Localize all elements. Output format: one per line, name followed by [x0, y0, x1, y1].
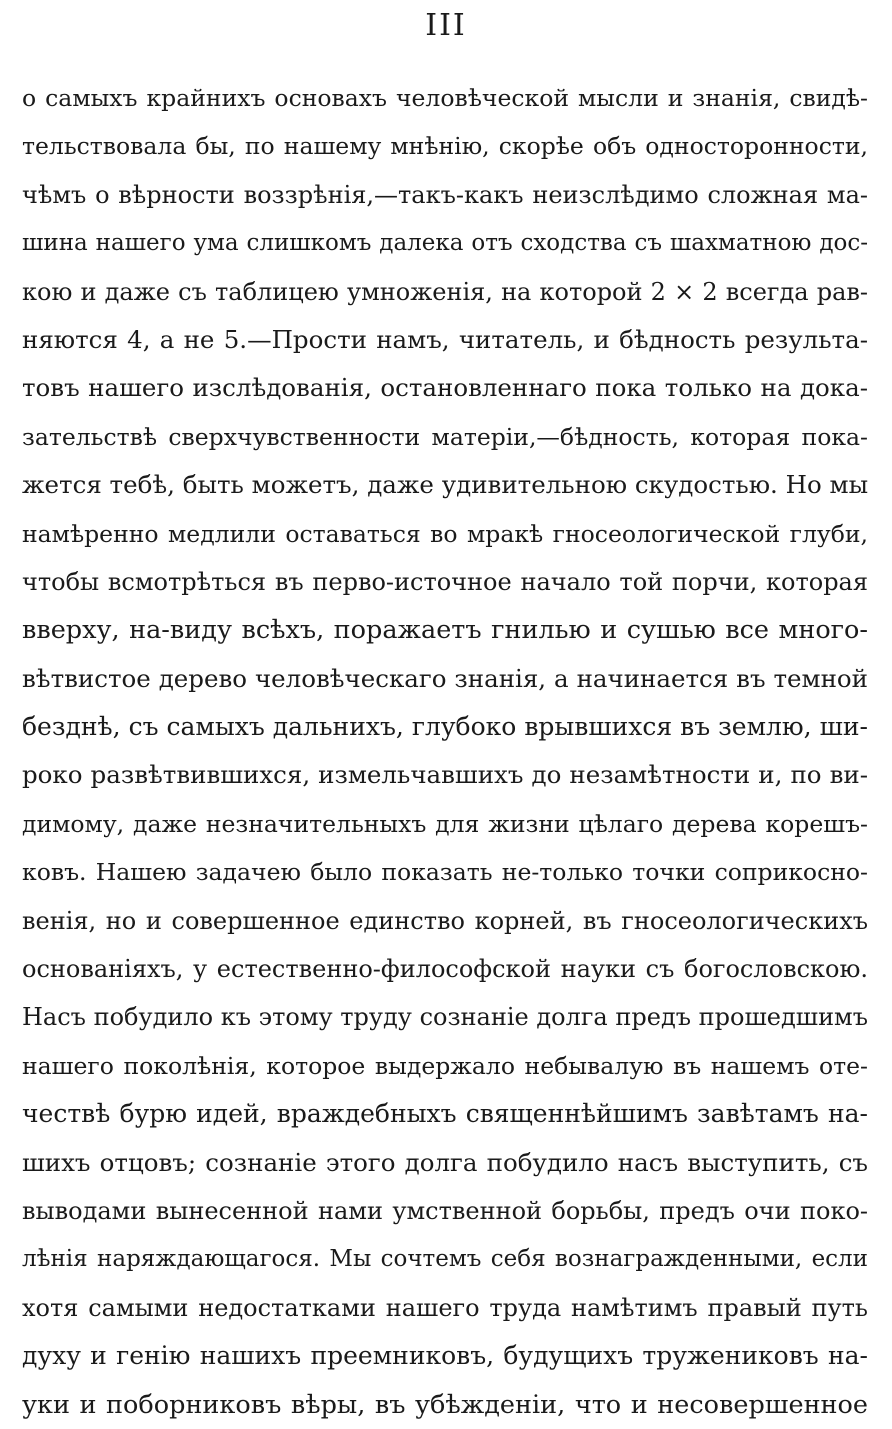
text-line: хотя самыми недостатками нашего труда намѣтимъ правый путь: [22, 1293, 868, 1322]
text-line: Насъ побудило къ этому труду сознаніе долга предъ прошедшимъ: [22, 1003, 868, 1032]
text-line: о самыхъ крайнихъ основахъ человѣческой мысли и знанія, свидѣ-: [22, 84, 868, 112]
body-text: [22, 74, 868, 1429]
text-line: жется тебѣ, быть можетъ, даже удивительною скудостью. Но мы: [22, 470, 868, 500]
text-line: уки и поборниковъ вѣры, въ убѣжденіи, что и несовершенное: [22, 1389, 868, 1420]
text-line: чествѣ бурю идей, враждебныхъ священнѣйшимъ завѣтамъ на-: [22, 1099, 868, 1129]
text-line: вверху, на-виду всѣхъ, поражаетъ гнилью и сушью все много-: [22, 615, 868, 646]
text-line: шихъ отцовъ; сознаніе этого долга побудило насъ выступить, съ: [22, 1147, 868, 1177]
text-line: намѣренно медлили оставаться во мракѣ гносеологической глуби,: [22, 519, 868, 548]
text-line: чѣмъ о вѣрности воззрѣнія,—такъ-какъ неизслѣдимо сложная ма-: [22, 180, 868, 209]
text-line: роко развѣтвившихся, измельчавшихъ до незамѣтности и, по ви-: [22, 760, 868, 790]
text-line: выводами вынесенной нами умственной борьбы, предъ очи поко-: [22, 1196, 868, 1225]
page-number: III: [425, 8, 467, 43]
text-line: тельствовала бы, по нашему мнѣнію, скорѣе объ односторонности,: [22, 132, 868, 161]
text-line: няются 4, а не 5.—Прости намъ, читатель, и бѣдность результа-: [22, 324, 868, 354]
text-line: духу и генію нашихъ преемниковъ, будущихъ тружениковъ на-: [22, 1341, 868, 1371]
text-line: ковъ. Нашею задачею было показать не-только точки соприкосно-: [22, 858, 868, 887]
text-line: вѣтвистое дерево человѣческаго знанія, а начинается въ темной: [22, 663, 868, 693]
text-line: венія, но и совершенное единство корней, въ гносеологическихъ: [22, 906, 868, 935]
text-line: нашего поколѣнія, которое выдержало небывалую въ нашемъ оте-: [22, 1051, 868, 1080]
text-line: товъ нашего изслѣдованія, остановленнаго пока только на дока-: [22, 373, 868, 403]
text-line: шина нашего ума слишкомъ далека отъ сходства съ шахматною дос-: [22, 230, 868, 257]
text-line: основаніяхъ, у естественно-философской науки съ богословскою.: [22, 955, 868, 984]
text-line: зательствѣ сверхчувственности матеріи,—бѣдность, которая пока-: [22, 422, 868, 451]
text-line: кою и даже съ таблицею умноженія, на которой 2 × 2 всегда рав-: [22, 277, 868, 306]
text-line: димому, даже незначительныхъ для жизни цѣлаго дерева корешъ-: [22, 809, 868, 838]
text-line: чтобы всмотрѣться въ перво-источное начало той порчи, которая: [22, 567, 868, 596]
text-line: безднѣ, съ самыхъ дальнихъ, глубоко врывшихся въ землю, ши-: [22, 712, 868, 742]
text-line: лѣнія наряждающагося. Мы сочтемъ себя вознагражденными, если: [22, 1246, 868, 1273]
